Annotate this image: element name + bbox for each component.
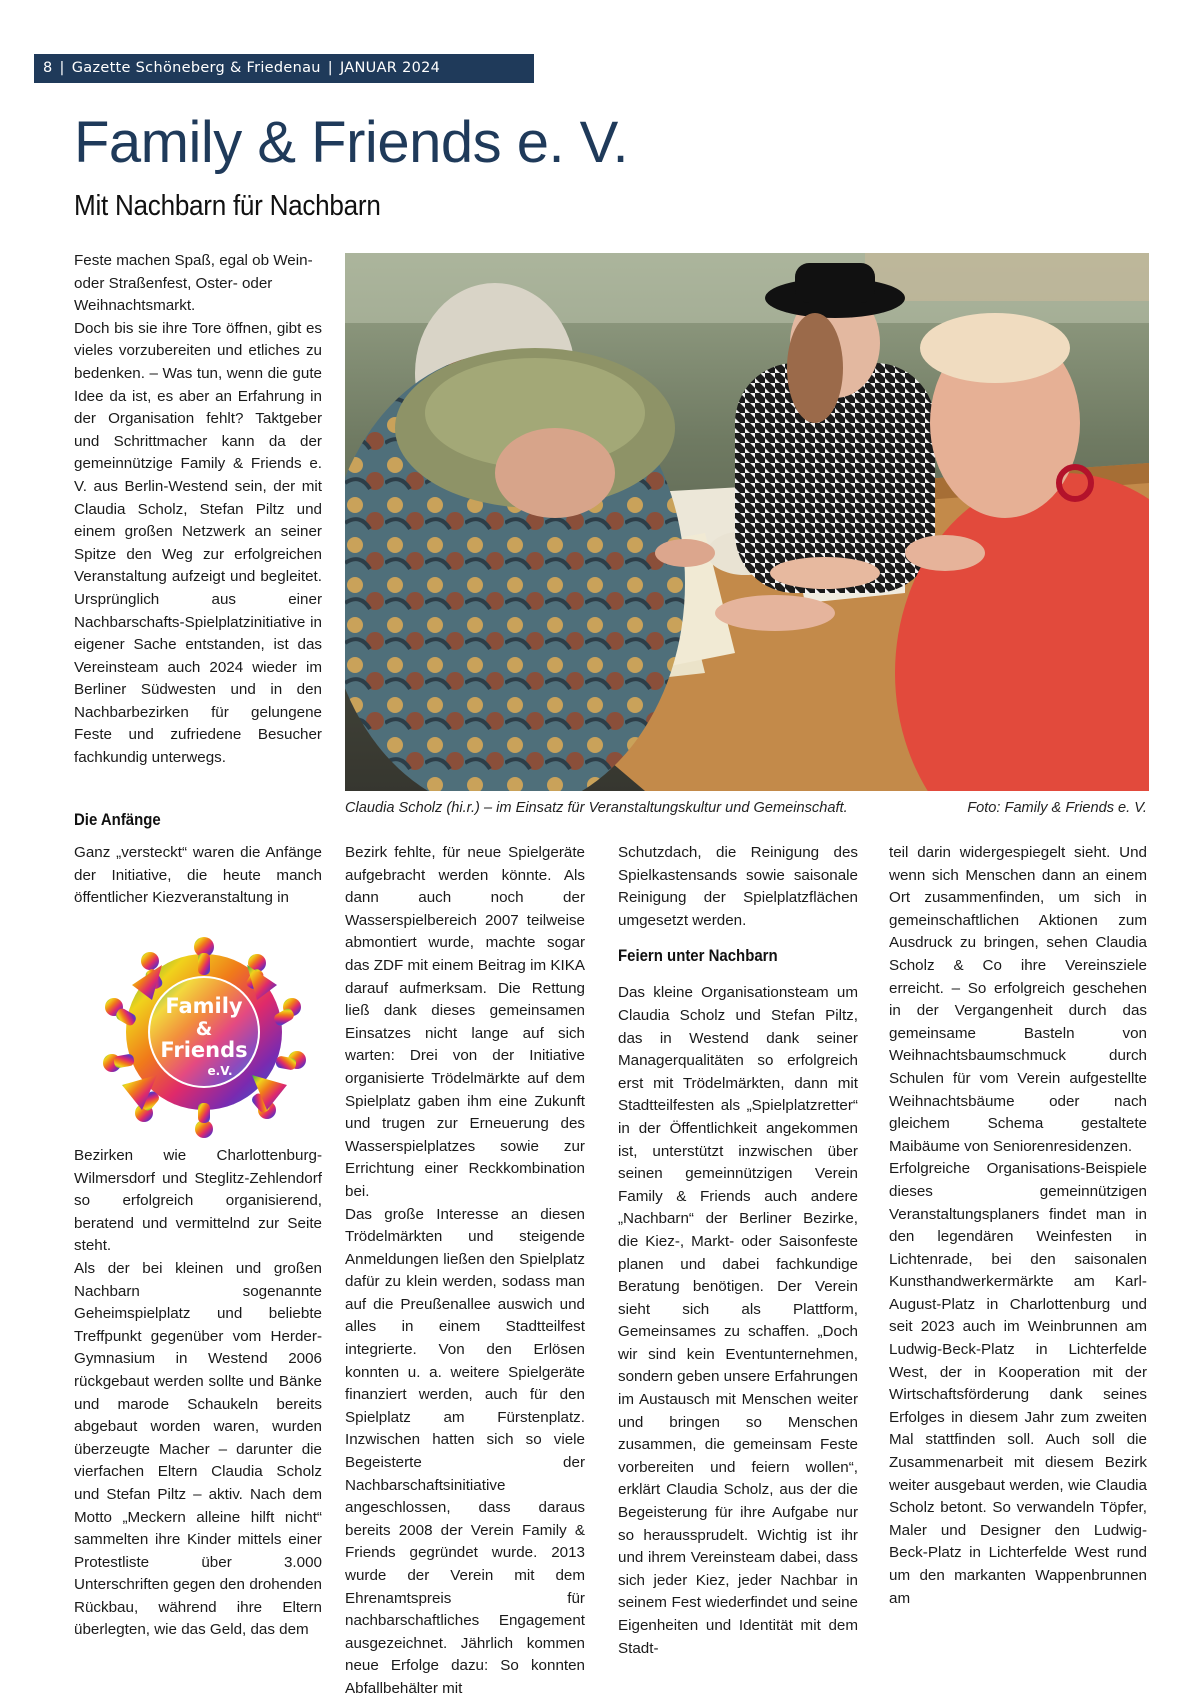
logo-text-friends: Friends bbox=[160, 1038, 248, 1062]
logo-graphic bbox=[92, 925, 317, 1140]
column-1-paragraph-1: Bezirken wie Charlottenburg-Wilmersdorf und Steglitz-Zehlendorf so erfolgreich organisierend, beratend und vermittelnd zur Seite steht. bbox=[74, 1147, 322, 1255]
intro-paragraph-1: Feste machen Spaß, egal ob Wein- oder Straßenfest, Oster- oder Weihnachtsmarkt. bbox=[74, 252, 313, 315]
column-1-lead: Ganz „versteckt“ waren die Anfänge der Initiative, die heute manch öffentlicher Kiezveranstaltung in bbox=[74, 844, 322, 907]
photo-caption-text: Claudia Scholz (hi.r.) – im Einsatz für Veranstaltungskultur und Gemeinschaft. bbox=[345, 800, 848, 816]
column-2-paragraph-2: Das große Interesse an diesen Trödelmärkten und steigende Anmeldungen ließen den Spielplatz dafür zu klein werden, sodass man auf die Preußenallee auswich und alles in einem Stadtteilfest integrierte. Von den Erlösen konnten u. a. weitere Spielgeräte finanziert werden, auch für den Spielplatz am Fürstenplatz. Inzwischen hatten sich so viele Begeisterte der Nachbarschaftsinitiative angeschlossen, dass daraus bereits 2008 der Verein Family & Friends gegründet wurde. 2013 wurde der Verein mit dem Ehrenamtspreis für nachbarschaftliches Engagement ausgezeichnet. Jährlich kommen neue Erfolge dazu: So konnten Abfallbehälter mit bbox=[345, 1205, 585, 1697]
column-1-paragraph-2: Als der bei kleinen und großen Nachbarn sogenannte Geheimspielplatz und beliebte Treffpunkt gegenüber vom Herder-Gymnasium in Westend 2006 rückgebaut werden sollte und Bänke und marode Schaukeln bereits abgebaut worden waren, wurden überzeugte Macher – darunter die vierfachen Eltern Claudia Scholz und Stefan Piltz – aktiv. Nach dem Motto „Meckern alleine hilft nicht“ sammelten ihre Kinder mittels einer Protestliste über 3.000 Unterschriften gegen den drohenden Rückbau, während ihre Eltern überlegten, wie das Geld, das dem bbox=[74, 1259, 322, 1639]
intro-paragraph-2: Doch bis sie ihre Tore öffnen, gibt es vieles vorzubereiten und etliches zu bedenken. – Was tun, wenn die gute Idee da ist, es aber an Erfahrung in der Organisation fehlt? Taktgeber und Schrittmacher kann da der gemeinnützige Family & Friends e. V. aus Berlin-Westend sein, der mit Claudia Scholz, Stefan Piltz und einem großen Netzwerk an seiner Spitze den Weg zur erfolgreichen Veranstaltung aufzeigt und begleitet. Ursprünglich aus einer Nachbarschafts-Spielplatzinitiative in eigener Sache entstanden, ist das Vereinsteam auch 2024 wieder im Berliner Südwesten und in den Nachbarbezirken für gelungene Feste und zufriedene Besucher fachkundig unterwegs. bbox=[74, 319, 322, 767]
intro-text bbox=[74, 250, 322, 770]
heading-feiern-unter-nachbarn: Feiern unter Nachbarn bbox=[618, 946, 778, 966]
photo-caption bbox=[345, 800, 1149, 822]
logo-text-ampersand: & bbox=[195, 1018, 213, 1040]
header-separator: | bbox=[59, 60, 65, 76]
page-number: 8 bbox=[43, 60, 53, 76]
page-header-bar bbox=[34, 54, 534, 83]
article-photo bbox=[345, 253, 1149, 791]
logo-text-ev: e.V. bbox=[207, 1064, 233, 1078]
photo-credit: Foto: Family & Friends e. V. bbox=[967, 800, 1147, 816]
heading-die-anfaenge: Die Anfänge bbox=[74, 810, 161, 829]
column-1-top bbox=[74, 842, 322, 910]
header-separator: | bbox=[327, 60, 333, 76]
column-2-paragraph-1: Bezirk fehlte, für neue Spielgeräte aufgebracht werden könnte. Als dann auch noch der Wasserspielbereich 2007 teilweise abmontiert wurde, machte sogar das ZDF mit einem Beitrag im KIKA darauf aufmerksam. Die Rettung ließ dank dieses gemeinsamen Einsatzes nicht lange auf sich warten: Drei von der Initiative organisierte Trödelmärkte auf dem Spielplatz gaben ihm eine Zukunft und trugen zur Erneuerung des Wasserspielplatzes sowie zur Errichtung einer Reckkombination bei. bbox=[345, 844, 585, 1200]
article-subtitle: Mit Nachbarn für Nachbarn bbox=[74, 190, 381, 222]
publication-name: Gazette Schöneberg & Friedenau bbox=[71, 60, 321, 76]
issue-date: JANUAR 2024 bbox=[339, 60, 441, 76]
family-friends-logo bbox=[92, 925, 317, 1140]
column-3 bbox=[618, 842, 858, 1660]
column-4-paragraph-1: teil darin widergespiegelt sieht. Und wenn sich Menschen dann an einem Ort zusammenfinden, um sich in gemeinschaftlichen Aktionen zum Ausdruck zu bringen, sehen Claudia Scholz & Co ihre Vereinsziele erreicht. – So erfolgreich geschehen in der Vergangenheit durch das gemeinsame Basteln von Weihnachtsbaumschmuck durch Schulen für vom Verein aufgestellte Weihnachtsbäume oder nach gleichem Schema gestaltete Maibäume von Seniorenresidenzen. bbox=[889, 844, 1147, 1155]
column-2 bbox=[345, 842, 585, 1701]
column-1-bottom bbox=[74, 1145, 322, 1642]
logo-text-family: Family bbox=[165, 994, 243, 1018]
column-4 bbox=[889, 842, 1147, 1610]
column-3-paragraph-2: Das kleine Organisationsteam um Claudia Scholz und Stefan Piltz, das in Westend dank seiner Managerqualitäten so erfolgreich erst mit Trödelmärkten, dann mit Stadtteilfesten als „Spielplatzretter“ in der Öffentlichkeit angekommen ist, unterstützt inzwischen über seinen gemeinnützigen Verein Family & Friends auch andere „Nachbarn“ der Berliner Bezirke, die Kiez-, Markt- oder Saisonfeste planen und dabei fachkundige Beratung benötigen. Der Verein sieht sich als Plattform, Gemeinsames zu schaffen. „Doch wir sind kein Eventunternehmen, sondern geben unsere Erfahrungen im Austausch mit Menschen weiter und bringen so Menschen zusammen, die gemeinsam Feste vorbereiten und feiern wollen“, erklärt Claudia Scholz, aus der die Begeisterung für ihre Aufgabe nur so heraussprudelt. Wichtig ist ihr und ihrem Vereinsteam dabei, dass sich jeder Kiez, jeder Nachbar in seinem Fest wiederfindet und seine Eigenheiten und Identität mit dem Stadt- bbox=[618, 984, 858, 1657]
article-title: Family & Friends e. V. bbox=[74, 110, 629, 175]
column-4-paragraph-2: Erfolgreiche Organisations-Beispiele dieses gemeinnützigen Veranstaltungsplaners findet man in den legendären Weinfesten in Lichtenrade, bei den saisonalen Kunsthandwerkermärkte am Karl-August-Platz in Charlottenburg und seit 2023 auch im Weinbrunnen am Ludwig-Beck-Platz in Lichterfelde West, der in Kooperation mit der Wirtschaftsförderung dank seines Erfolges in diesem Jahr zum zweiten Mal stattfinden soll. Auch soll die Zusammenarbeit mit diesem Bezirk weiter ausgebaut werden, wie Claudia Scholz betont. So verwandeln Töpfer, Maler und Designer den Ludwig-Beck-Platz in Lichterfelde West rund um den markanten Wappenbrunnen am bbox=[889, 1160, 1147, 1607]
column-3-paragraph-1: Schutzdach, die Reinigung des Spielkastensands sowie saisonale Reinigung der Spielplatzflächen umgesetzt werden. bbox=[618, 844, 858, 929]
